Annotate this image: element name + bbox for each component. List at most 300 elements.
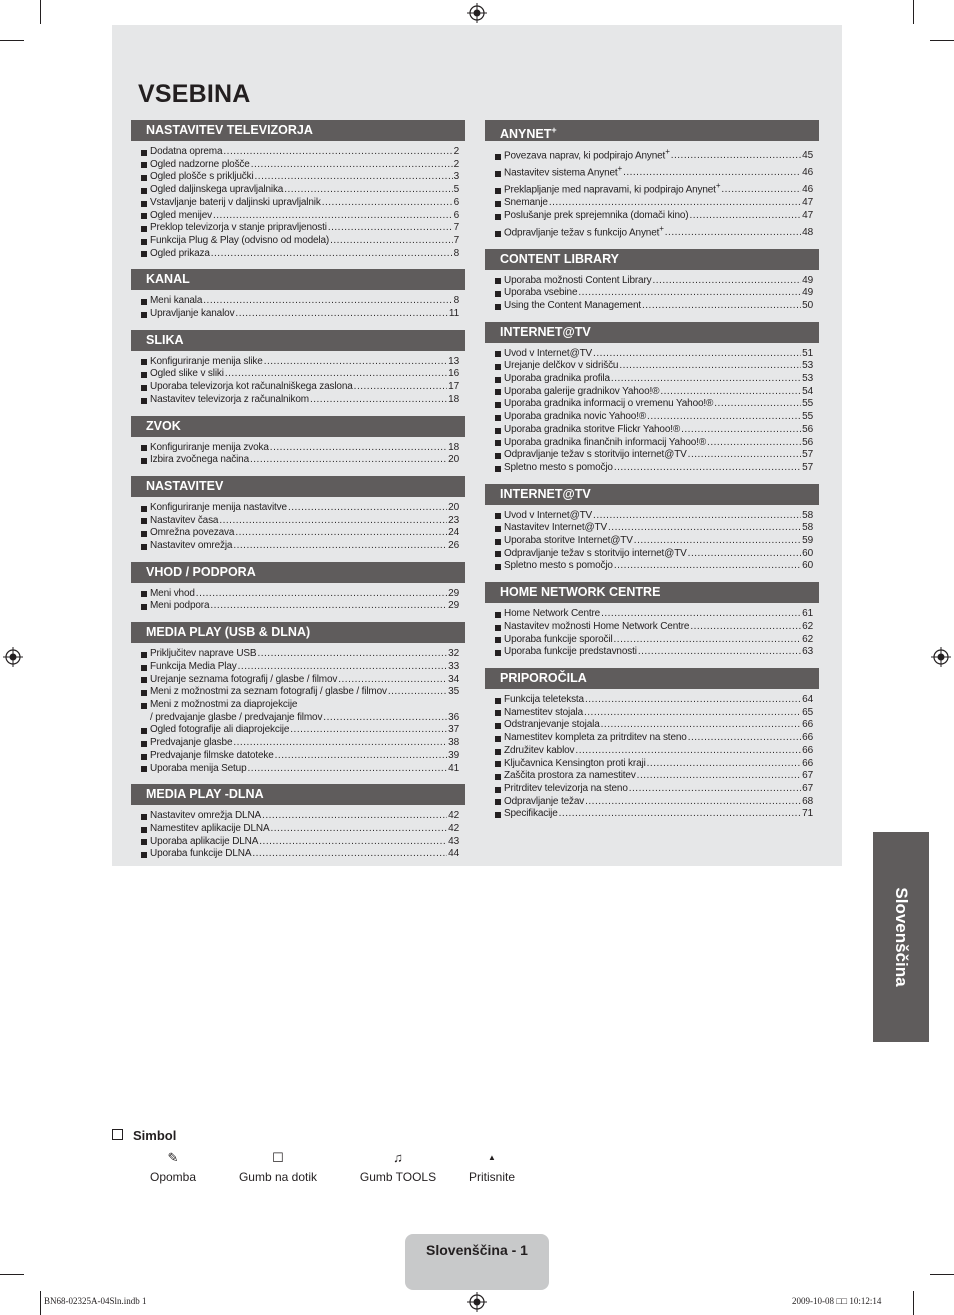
- toc-entry-page: 26: [448, 540, 459, 552]
- dot-leader: [235, 308, 447, 321]
- dot-leader: [671, 150, 801, 163]
- toc-entry[interactable]: [485, 707, 819, 720]
- bullet-square-icon: [141, 604, 147, 610]
- toc-entry[interactable]: [131, 674, 465, 687]
- toc-entry[interactable]: [131, 686, 465, 699]
- toc-entry[interactable]: [131, 442, 465, 455]
- bullet-square-icon: [495, 154, 501, 160]
- toc-entry-title-text: Izbira zvočnega načina: [150, 454, 249, 466]
- toc-entry-title: [504, 163, 622, 180]
- toc-entry-title-text: Funkcija Plug & Play (odvisno od modela): [150, 234, 330, 246]
- bullet-square-icon: [141, 665, 147, 671]
- dot-leader: [338, 674, 447, 687]
- toc-entry-title-text: Uporaba funkcije sporočil: [504, 633, 613, 645]
- toc-entry[interactable]: [131, 600, 465, 613]
- bullet-square-icon: [141, 150, 147, 156]
- section-heading-text: MEDIA PLAY -DLNA: [146, 787, 264, 802]
- dot-leader: [388, 686, 447, 699]
- toc-entry-title-text: Omrežna povezava: [150, 527, 235, 539]
- bullet-square-icon: [141, 312, 147, 318]
- dot-leader: [322, 197, 453, 210]
- dot-leader: [611, 373, 801, 386]
- toc-entry-title-text: Uporaba funkcije predstavnosti: [504, 646, 637, 658]
- toc-entry-page: 41: [448, 762, 459, 774]
- bullet-square-icon: [495, 466, 501, 472]
- toc-entry[interactable]: [131, 308, 465, 321]
- toc-entry-page: 8: [453, 295, 459, 307]
- toc-entry-page: 49: [802, 287, 813, 299]
- toc-entry-title-text: Uvod v Internet@TV: [504, 509, 593, 521]
- toc-entry[interactable]: [131, 454, 465, 467]
- dot-leader: [638, 646, 801, 659]
- toc-entry-title: [150, 197, 321, 210]
- bullet-square-icon: [495, 278, 501, 284]
- toc-entry[interactable]: [131, 712, 465, 725]
- dot-leader: [653, 275, 802, 288]
- toc-entry[interactable]: [485, 621, 819, 634]
- dot-leader: [251, 159, 453, 172]
- bullet-square-icon: [495, 364, 501, 370]
- toc-entry-title-text: Nastavitev sistema Anynet: [504, 167, 618, 179]
- toc-entry[interactable]: [485, 770, 819, 783]
- toc-entry-title: [504, 770, 636, 783]
- toc-entry-title-text: Uporaba funkcije DLNA: [150, 848, 252, 860]
- dot-leader: [614, 560, 801, 573]
- dot-leader: [660, 386, 801, 399]
- dot-leader: [252, 848, 447, 861]
- toc-entry-title-text: Ogled fotografije ali diaprojekcije: [150, 724, 290, 736]
- toc-entry-title: [504, 411, 646, 424]
- toc-entry-title: [504, 621, 689, 634]
- toc-entry-title-text: Uporaba gradnika finančnih informacij Yahoo!®: [504, 436, 707, 448]
- dot-leader: [219, 515, 447, 528]
- dot-leader: [328, 222, 453, 235]
- toc-entry-title: [504, 758, 646, 771]
- touch-button-icon: ☐: [272, 1150, 284, 1165]
- toc-entry[interactable]: [485, 634, 819, 647]
- dot-leader: [623, 167, 801, 180]
- toc-entry-title: [504, 146, 670, 163]
- toc-entry-page: 66: [802, 719, 813, 731]
- toc-entry-title: [504, 634, 613, 647]
- print-slug-date: 2009-10-08 □□ 10:12:14: [792, 1296, 882, 1306]
- toc-entry[interactable]: [131, 810, 465, 823]
- toc-entry-title-text: Uporaba gradnika novic Yahoo!®: [504, 411, 647, 423]
- section-heading-text: NASTAVITEV: [146, 478, 224, 493]
- bullet-square-icon: [495, 564, 501, 570]
- section-heading: [131, 622, 465, 643]
- section-heading: [485, 249, 819, 270]
- section-heading: [485, 322, 819, 343]
- toc-entry-title: [504, 522, 607, 535]
- bullet-square-icon: [495, 231, 501, 237]
- toc-entry[interactable]: [485, 411, 819, 424]
- toc-section: [485, 322, 819, 475]
- dot-leader: [665, 227, 801, 240]
- toc-entry-page: 8: [453, 247, 459, 259]
- toc-entry-page: 37: [448, 724, 459, 736]
- section-heading: [485, 582, 819, 603]
- toc-entry-page: 56: [802, 423, 813, 435]
- symbol-label: Opomba: [149, 1170, 197, 1184]
- toc-section: [131, 330, 465, 407]
- bullet-square-icon: [141, 754, 147, 760]
- dot-leader: [642, 300, 801, 313]
- toc-entry-title: [504, 694, 584, 707]
- bullet-square-icon: [495, 304, 501, 310]
- toc-entry-page: 64: [802, 694, 813, 705]
- press-icon: ▲: [488, 1153, 496, 1162]
- dot-leader: [354, 381, 448, 394]
- bullet-square-icon: [495, 625, 501, 631]
- toc-entry-page: 23: [448, 514, 459, 526]
- toc-entry-title: [150, 661, 237, 674]
- bullet-square-icon: [141, 372, 147, 378]
- toc-entry[interactable]: [131, 197, 465, 210]
- dot-leader: [584, 707, 801, 720]
- toc-entry-title: [504, 386, 659, 399]
- toc-entry-page: 29: [448, 587, 459, 599]
- toc-entry[interactable]: [485, 210, 819, 223]
- bullet-square-icon: [141, 458, 147, 464]
- toc-entry-page: 6: [453, 209, 459, 221]
- dot-leader: [250, 454, 447, 467]
- toc-entry-title: [150, 737, 232, 750]
- toc-entry-title: [504, 210, 689, 223]
- toc-entry-title: [504, 707, 583, 720]
- bullet-square-icon: [141, 690, 147, 696]
- toc-entry[interactable]: [131, 394, 465, 407]
- toc-entry[interactable]: [485, 548, 819, 561]
- toc-entry-title-text: Meni z možnostmi za seznam fotografij / glasbe / filmov: [150, 686, 387, 698]
- dot-leader: [290, 724, 447, 737]
- toc-entry[interactable]: [485, 808, 819, 821]
- toc-entry-title: [504, 732, 687, 745]
- bullet-square-icon: [495, 710, 501, 716]
- toc-entry[interactable]: [131, 763, 465, 776]
- toc-entry-title: [504, 783, 628, 796]
- dot-leader: [688, 449, 802, 462]
- toc-entry-title-text: Uporaba galerije gradnikov Yahoo!®: [504, 385, 660, 397]
- toc-entry[interactable]: [131, 848, 465, 861]
- toc-entry-title: [150, 394, 309, 407]
- section-heading: [131, 330, 465, 351]
- bullet-square-icon: [141, 398, 147, 404]
- registration-mark-icon: [467, 3, 487, 23]
- toc-entry-page: 59: [802, 535, 813, 547]
- toc-entry[interactable]: [131, 823, 465, 836]
- toc-entry-page: 68: [802, 795, 813, 807]
- bullet-square-icon: [141, 359, 147, 365]
- toc-entry-title-text: Nastavitev možnosti Home Network Centre: [504, 620, 690, 632]
- toc-section: [485, 120, 819, 240]
- toc-entry-title: [150, 222, 327, 235]
- toc-entry-title: [150, 171, 254, 184]
- toc-entry[interactable]: [131, 295, 465, 308]
- toc-entry-superscript: +: [715, 181, 721, 191]
- dot-leader: [593, 348, 801, 361]
- toc-entry[interactable]: [485, 146, 819, 163]
- toc-entry[interactable]: [131, 248, 465, 261]
- toc-entry-page: 44: [448, 848, 459, 860]
- toc-entry-title-text: Home Network Centre: [504, 608, 601, 620]
- symbol-legend-title-text: Simbol: [133, 1128, 177, 1143]
- toc-entry[interactable]: [131, 515, 465, 528]
- toc-entry-title: [150, 184, 283, 197]
- bullet-square-icon: [495, 440, 501, 446]
- toc-entry[interactable]: [485, 646, 819, 659]
- dot-leader: [721, 184, 801, 197]
- toc-entry[interactable]: [485, 275, 819, 288]
- toc-entry-title-text: Urejanje delčkov v sidrišču: [504, 360, 619, 372]
- toc-entry[interactable]: [131, 235, 465, 248]
- toc-entry[interactable]: [485, 348, 819, 361]
- toc-entry-page: 57: [802, 461, 813, 473]
- toc-entry[interactable]: [485, 796, 819, 809]
- toc-entry-title-text: Meni vhod: [150, 587, 195, 599]
- toc-entry-page: 34: [448, 673, 459, 685]
- toc-entry-title-text: Pritrditev televizorja na steno: [504, 782, 628, 794]
- toc-entry-title-text: Dodatna oprema: [150, 146, 223, 157]
- toc-entry[interactable]: [485, 398, 819, 411]
- toc-entry-title-text: Uporaba gradnika storitve Flickr Yahoo!®: [504, 423, 681, 435]
- toc-entry[interactable]: [131, 159, 465, 172]
- section-heading-text: MEDIA PLAY (USB & DLNA): [146, 625, 311, 640]
- section-heading: [485, 484, 819, 505]
- bullet-square-icon: [495, 453, 501, 459]
- bullet-square-icon: [495, 428, 501, 434]
- dot-leader: [629, 783, 801, 796]
- bullet-square-icon: [495, 171, 501, 177]
- dot-leader: [233, 737, 447, 750]
- toc-entry[interactable]: [485, 719, 819, 732]
- toc-entry[interactable]: [131, 588, 465, 601]
- dot-leader: [637, 770, 802, 783]
- toc-entry-title: [150, 674, 337, 687]
- toc-entry[interactable]: [131, 750, 465, 763]
- toc-entry-title: [150, 540, 232, 553]
- toc-entry-title-text: Using the Content Management: [504, 299, 641, 311]
- toc-entry-title-text: Preklop televizorja v stanje pripravljenosti: [150, 222, 327, 234]
- toc-entry[interactable]: [131, 210, 465, 223]
- language-side-tab-label: Slovenščina: [892, 887, 911, 987]
- toc-entry-title: [504, 287, 577, 300]
- page-title: VSEBINA: [138, 80, 251, 108]
- toc-entry[interactable]: [131, 368, 465, 381]
- toc-section: [131, 784, 465, 861]
- toc-entry-title-text: Uporaba gradnika profila: [504, 373, 610, 385]
- bullet-square-icon: [495, 551, 501, 557]
- toc-entry-title: [150, 712, 322, 725]
- toc-entry[interactable]: [485, 197, 819, 210]
- toc-entry-page: 51: [802, 347, 813, 359]
- toc-entry[interactable]: [485, 560, 819, 573]
- crop-mark: [930, 40, 954, 41]
- toc-entry-title-text: Meni kanala: [150, 295, 203, 307]
- toc-entry-title-text: Uporaba televizorja kot računalniškega zaslona: [150, 381, 353, 393]
- toc-entry[interactable]: [131, 146, 465, 159]
- toc-entry[interactable]: [485, 535, 819, 548]
- toc-entry[interactable]: [485, 223, 819, 240]
- toc-entry-title: [504, 373, 610, 386]
- toc-entry-page: 57: [802, 449, 813, 461]
- toc-entry-page: 39: [448, 749, 459, 761]
- toc-entry-title: [504, 535, 633, 548]
- toc-entry[interactable]: [485, 522, 819, 535]
- toc-entry-title: [504, 719, 600, 732]
- checkbox-icon: [112, 1129, 123, 1140]
- toc-entry-page: 33: [448, 660, 459, 672]
- toc-entry[interactable]: [131, 527, 465, 540]
- toc-entry[interactable]: [485, 510, 819, 523]
- toc-entry-page: 2: [453, 158, 459, 170]
- toc-entry[interactable]: [485, 300, 819, 313]
- toc-entry[interactable]: [131, 661, 465, 674]
- toc-entry-title-text: Konfiguriranje menija nastavitve: [150, 501, 287, 513]
- bullet-square-icon: [141, 703, 147, 709]
- symbol-label: Gumb TOOLS: [359, 1170, 437, 1184]
- toc-entry[interactable]: [131, 184, 465, 197]
- toc-entry-title-text: Urejanje seznama fotografij / glasbe / filmov: [150, 673, 338, 685]
- toc-entry[interactable]: [485, 783, 819, 796]
- toc-entry-title: [504, 560, 613, 573]
- toc-entry-title: [150, 750, 274, 763]
- toc-entry[interactable]: [485, 732, 819, 745]
- toc-entry-title-text: Specifikacije: [504, 808, 558, 820]
- toc-entry-page: 58: [802, 509, 813, 521]
- toc-entry-title-text: Snemanje: [504, 197, 548, 209]
- toc-entry-page: 18: [448, 393, 459, 405]
- toc-entry[interactable]: [131, 836, 465, 849]
- section-heading-text: INTERNET@TV: [500, 486, 591, 501]
- bullet-square-icon: [141, 652, 147, 658]
- toc-entry-page: 47: [802, 209, 813, 221]
- toc-entry-title: [150, 648, 256, 661]
- bullet-square-icon: [495, 214, 501, 220]
- bullet-square-icon: [495, 389, 501, 395]
- toc-entry-title-text: Nastavitev televizorja z računalnikom: [150, 393, 309, 405]
- toc-entry-title: [150, 724, 289, 737]
- toc-entry[interactable]: [485, 449, 819, 462]
- toc-entry-title-text: Preklapljanje med napravami, ki podpirajo Anynet: [504, 184, 716, 196]
- toc-entry-title: [150, 699, 297, 712]
- toc-entry-title: [150, 810, 261, 823]
- toc-entry-title-text: Odpravljanje težav s funkcijo Anynet: [504, 226, 660, 238]
- dot-leader: [238, 661, 448, 674]
- toc-left-column: [131, 120, 465, 870]
- toc-entry-title-text: Odpravljanje težav s storitvijo internet@TV: [504, 449, 687, 461]
- bullet-square-icon: [495, 539, 501, 545]
- toc-entry-page: 55: [802, 398, 813, 410]
- dot-leader: [264, 356, 447, 369]
- toc-entry-page: 35: [448, 686, 459, 698]
- dot-leader: [601, 608, 801, 621]
- toc-entry-title-text: / predvajanje glasbe / predvajanje filmov: [150, 711, 323, 723]
- bullet-square-icon: [495, 377, 501, 383]
- toc-entry[interactable]: [485, 180, 819, 197]
- bullet-square-icon: [141, 506, 147, 512]
- toc-entry[interactable]: [485, 287, 819, 300]
- dot-leader: [690, 210, 802, 223]
- crop-mark: [40, 1291, 41, 1315]
- toc-entry-title: [504, 608, 600, 621]
- dot-leader: [262, 810, 447, 823]
- note-icon: ✎: [167, 1150, 179, 1165]
- toc-entry[interactable]: [131, 222, 465, 235]
- toc-entry[interactable]: [485, 608, 819, 621]
- toc-entry-title: [504, 223, 664, 240]
- toc-entry[interactable]: [485, 758, 819, 771]
- toc-entry-page: 24: [448, 527, 459, 539]
- toc-entry[interactable]: [485, 694, 819, 707]
- dot-leader: [585, 796, 801, 809]
- toc-entry[interactable]: [485, 163, 819, 180]
- toc-entry[interactable]: [485, 360, 819, 373]
- section-heading-text: VHOD / PODPORA: [146, 564, 256, 579]
- toc-entry-page: 18: [448, 441, 459, 453]
- registration-mark-icon: [467, 1292, 487, 1312]
- toc-entry-page: 54: [802, 385, 813, 397]
- dot-leader: [284, 184, 452, 197]
- toc-entry[interactable]: [131, 356, 465, 369]
- toc-entry[interactable]: [485, 745, 819, 758]
- toc-entry[interactable]: [485, 373, 819, 386]
- toc-section: [485, 582, 819, 659]
- toc-entry-title: [504, 197, 548, 210]
- toc-entry-title-text: Uporaba aplikacije DLNA: [150, 835, 259, 847]
- toc-entry-title-text: Uporaba gradnika informacij o vremenu Yahoo!®: [504, 398, 714, 410]
- toc-entry-title: [150, 295, 202, 308]
- toc-entry[interactable]: [131, 540, 465, 553]
- toc-entry-title-text: Meni podpora: [150, 600, 210, 612]
- toc-entry[interactable]: [485, 437, 819, 450]
- dot-leader: [210, 600, 447, 613]
- dot-leader: [559, 808, 802, 821]
- toc-entry-title: [150, 146, 222, 159]
- toc-entry[interactable]: [131, 381, 465, 394]
- toc-entry[interactable]: [131, 724, 465, 737]
- dot-leader: [330, 235, 452, 248]
- registration-mark-icon: [931, 647, 951, 667]
- dot-leader: [275, 750, 448, 763]
- crop-mark: [913, 0, 914, 24]
- toc-entry-title-text: Namestitev kompleta za pritrditev na steno: [504, 732, 687, 744]
- toc-entry-title: [504, 745, 574, 758]
- toc-entry-title-text: Uporaba menija Setup: [150, 762, 247, 774]
- toc-entry[interactable]: [485, 462, 819, 475]
- toc-entry[interactable]: [131, 699, 465, 712]
- toc-entry[interactable]: [131, 648, 465, 661]
- bullet-square-icon: [495, 723, 501, 729]
- toc-entry-title-text: Priključitev naprave USB: [150, 648, 257, 660]
- toc-entry-page: 66: [802, 732, 813, 744]
- toc-entry[interactable]: [131, 502, 465, 515]
- section-heading-text: INTERNET@TV: [500, 324, 591, 339]
- toc-entry[interactable]: [131, 171, 465, 184]
- toc-entry[interactable]: [485, 386, 819, 399]
- bullet-square-icon: [141, 591, 147, 597]
- toc-entry-title: [150, 836, 258, 849]
- section-heading-superscript: +: [551, 125, 557, 135]
- toc-entry-page: 63: [802, 646, 813, 658]
- toc-entry-title: [504, 449, 687, 462]
- toc-section: [485, 484, 819, 574]
- toc-entry-title-text: Namestitev aplikacije DLNA: [150, 822, 270, 834]
- toc-entry[interactable]: [131, 737, 465, 750]
- toc-entry[interactable]: [485, 424, 819, 437]
- bullet-square-icon: [141, 518, 147, 524]
- crop-mark: [0, 40, 24, 41]
